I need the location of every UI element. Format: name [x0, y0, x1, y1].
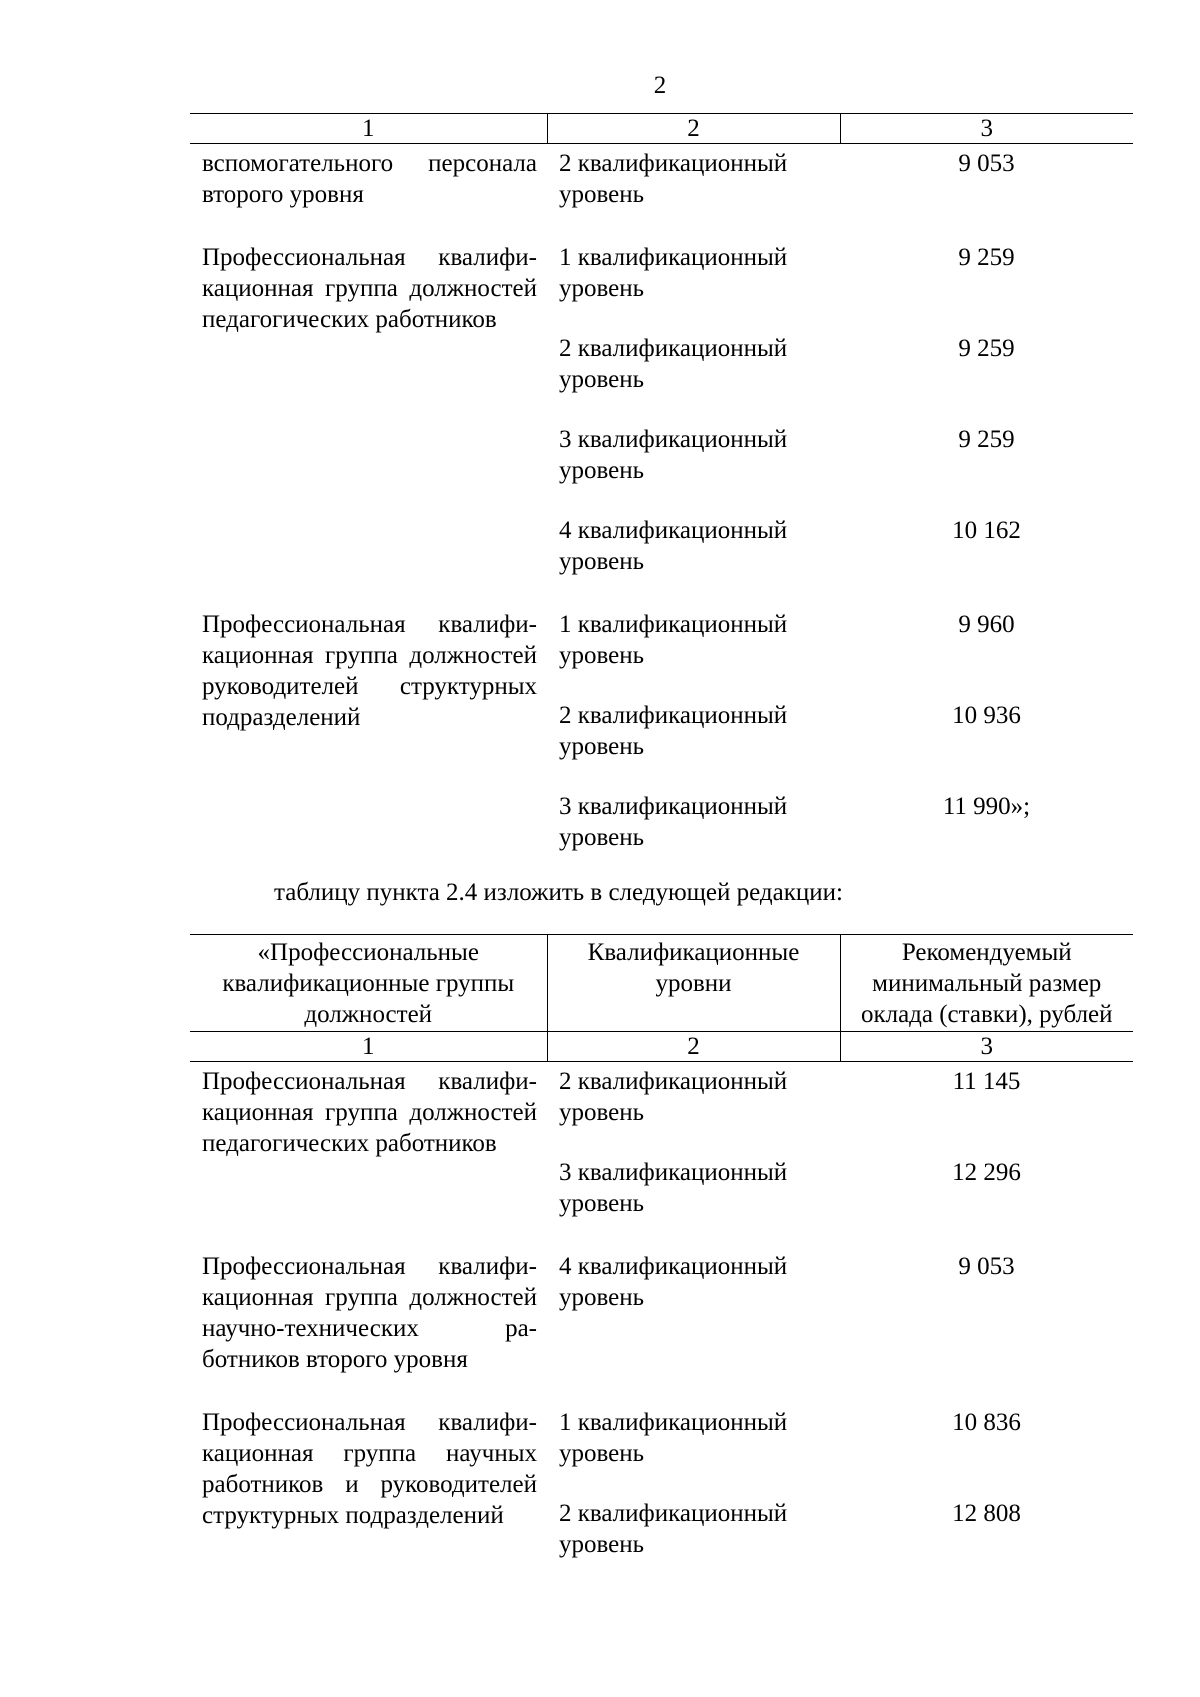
table-row — [190, 605, 1133, 853]
group-name: вспомогательного персонала второго уровня — [202, 150, 537, 208]
column-number: 1 — [190, 114, 547, 144]
salary-value: 9 259 — [958, 426, 1015, 453]
group-name: Профессиональная квалификационная группа научных работников и руководителей структурных подразделений — [202, 1409, 537, 1529]
qualification-level: 3 квалификационный уровень — [559, 793, 788, 851]
group-name: Профессиональная квалификационная группа должностей научно-технических работников второго уровня — [202, 1253, 537, 1373]
qualification-level: 1 квалификационный уровень — [559, 1409, 788, 1467]
salary-table-new-edition — [190, 934, 1133, 1560]
salary-value: 9 960 — [958, 611, 1015, 638]
qualification-level: 2 квалификационный уровень — [559, 1500, 788, 1558]
qualification-level: 3 квалификационный уровень — [559, 426, 788, 484]
qualification-level: 4 квалификационный уровень — [559, 517, 788, 575]
salary-table-continuation — [190, 113, 1133, 853]
column-number: 3 — [840, 114, 1133, 144]
column-header-salary: Рекомендуемый минимальный размер оклада (ставки), рублей — [840, 935, 1133, 1032]
salary-value: 10 836 — [952, 1409, 1021, 1436]
salary-value: 11 145 — [952, 1068, 1021, 1095]
instruction-paragraph: таблицу пункта 2.4 изложить в следующей редакции: — [274, 879, 843, 906]
table-row — [190, 1247, 1133, 1375]
column-number: 1 — [190, 1032, 547, 1062]
qualification-level: 2 квалификационный уровень — [559, 702, 788, 760]
table-row — [190, 144, 1133, 211]
group-name: Профессиональная квалификационная группа должностей педагогических работников — [202, 244, 537, 333]
column-number-row — [190, 1032, 1133, 1062]
group-name: Профессиональная квалификационная группа должностей педагогических работников — [202, 1068, 537, 1157]
table-row — [190, 238, 1133, 577]
salary-value: 10 162 — [952, 517, 1021, 544]
table-row — [190, 1062, 1133, 1220]
qualification-level: 2 квалификационный уровень — [559, 1068, 788, 1126]
column-header-levels: Квалификационные уровни — [547, 935, 840, 1032]
salary-value: 12 808 — [952, 1500, 1021, 1527]
qualification-level: 1 квалификационный уровень — [559, 244, 788, 302]
salary-value: 11 990»; — [942, 793, 1031, 820]
salary-value: 10 936 — [952, 702, 1021, 729]
qualification-level: 2 квалификационный уровень — [559, 150, 788, 208]
page-number: 2 — [653, 72, 667, 99]
salary-value: 9 259 — [958, 244, 1015, 271]
table-row — [190, 1403, 1133, 1560]
column-number-row — [190, 114, 1133, 144]
group-name: Профессиональная квалификационная группа должностей руководителей структурных подразделений — [202, 611, 537, 731]
qualification-level: 2 квалификационный уровень — [559, 335, 788, 393]
qualification-level: 1 квалификационный уровень — [559, 611, 788, 669]
qualification-level: 3 квалификационный уровень — [559, 1159, 788, 1217]
column-number: 2 — [547, 1032, 840, 1062]
salary-value: 9 053 — [958, 1253, 1015, 1280]
column-number: 2 — [547, 114, 840, 144]
qualification-level: 4 квалификационный уровень — [559, 1253, 788, 1311]
column-number: 3 — [840, 1032, 1133, 1062]
salary-value: 9 053 — [958, 150, 1015, 177]
salary-value: 9 259 — [958, 335, 1015, 362]
column-header-groups: «Профессиональные квалификационные группы должностей — [190, 935, 547, 1032]
salary-value: 12 296 — [952, 1159, 1021, 1186]
header-row — [190, 935, 1133, 1032]
